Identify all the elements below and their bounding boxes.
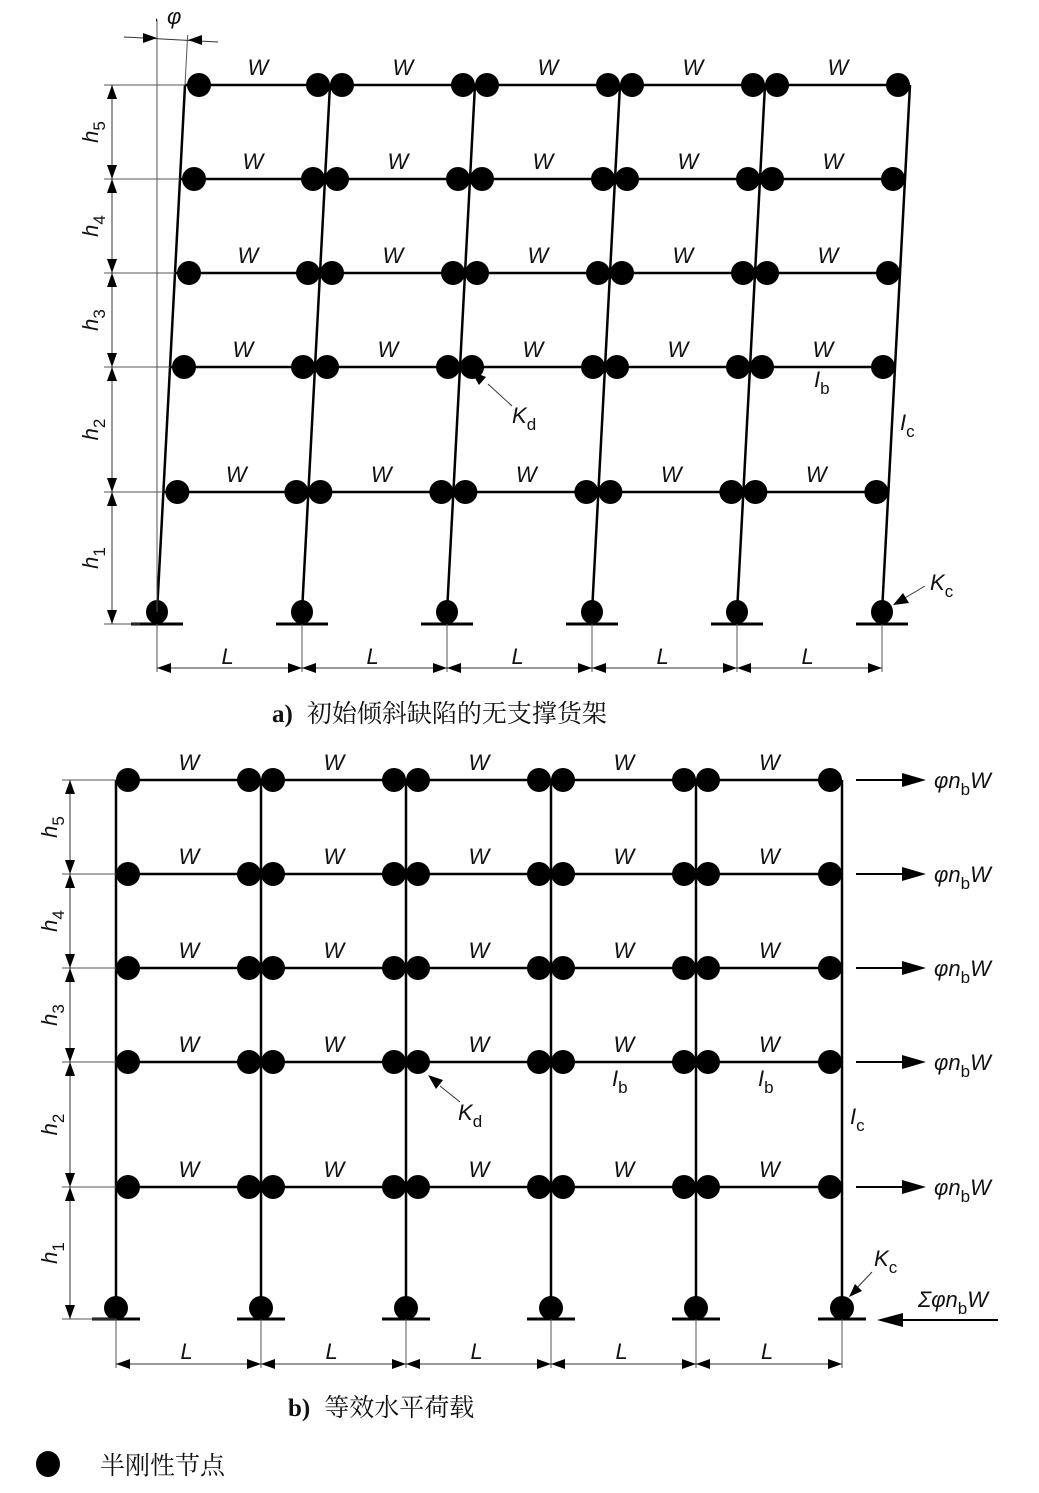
beam-load-label: W: [822, 149, 844, 174]
arrowhead: [188, 35, 202, 45]
arrowhead: [116, 1359, 130, 1369]
beam-load-label: W: [323, 750, 345, 775]
semi-rigid-joint: [261, 768, 285, 792]
base-joint: [830, 1296, 854, 1320]
beam-load-label: W: [323, 1032, 345, 1057]
arrowhead: [65, 1187, 75, 1201]
beam-load-label: W: [247, 55, 269, 80]
column: [882, 85, 910, 612]
span-label: L: [761, 1339, 774, 1364]
horizontal-force-label: $\varphi n_bW$: [934, 768, 991, 799]
kc-label: $K_c$: [930, 570, 954, 601]
semi-rigid-joint: [172, 355, 196, 379]
semi-rigid-joint: [731, 261, 755, 285]
horizontal-force-label: $\varphi n_bW$: [934, 1175, 991, 1206]
semi-rigid-joint: [406, 768, 430, 792]
semi-rigid-joint: [551, 862, 575, 886]
beam-load-label: W: [522, 337, 544, 362]
semi-rigid-joint: [672, 862, 696, 886]
semi-rigid-joint: [672, 1050, 696, 1074]
arrowhead: [592, 663, 606, 673]
semi-rigid-joint: [429, 480, 453, 504]
semi-rigid-joint: [818, 1175, 842, 1199]
base-reaction-arrowhead: [877, 1313, 903, 1327]
semi-rigid-joint: [116, 1050, 140, 1074]
svg-text:h3: $h_3$: [78, 309, 109, 331]
semi-rigid-joint: [605, 355, 629, 379]
beam-load-label: W: [672, 243, 694, 268]
arrowhead: [392, 1359, 406, 1369]
arrowhead: [737, 663, 751, 673]
semi-rigid-joint: [116, 956, 140, 980]
semi-rigid-joint: [864, 480, 888, 504]
legend: [36, 1446, 225, 1482]
semi-rigid-joint: [382, 1175, 406, 1199]
semi-rigid-joint: [574, 480, 598, 504]
arrowhead: [65, 1062, 75, 1076]
semi-rigid-joint: [237, 768, 261, 792]
span-label: L: [656, 644, 669, 669]
semi-rigid-joint: [886, 73, 910, 97]
beam-load-label: W: [178, 938, 200, 963]
semi-rigid-joint: [551, 768, 575, 792]
height-label: [78, 215, 109, 237]
arrowhead: [65, 874, 75, 888]
kc-arrowhead: [849, 1284, 862, 1297]
beam-load-label: W: [370, 462, 392, 487]
horizontal-force-arrowhead: [902, 867, 926, 881]
svg-text:h1: $h_1$: [78, 547, 109, 569]
arrowhead: [247, 1359, 261, 1369]
beam-load-label: W: [225, 462, 247, 487]
semi-rigid-joint: [116, 1175, 140, 1199]
beam-load-label: W: [387, 149, 409, 174]
semi-rigid-joint: [736, 167, 760, 191]
semi-rigid-joint: [672, 956, 696, 980]
semi-rigid-joint: [182, 167, 206, 191]
ib-label: $I_b$: [758, 1066, 774, 1097]
span-label: L: [615, 1339, 628, 1364]
beam-load-label: W: [323, 1157, 345, 1182]
height-label: [37, 910, 68, 932]
semi-rigid-joint: [610, 261, 634, 285]
kc-label: $K_c$: [874, 1246, 898, 1277]
span-label: L: [801, 644, 814, 669]
beam-load-label: W: [323, 938, 345, 963]
base-joint: [684, 1296, 708, 1320]
semi-rigid-joint: [551, 1175, 575, 1199]
semi-rigid-joint: [116, 768, 140, 792]
column: [302, 85, 330, 612]
semi-rigid-joint: [672, 768, 696, 792]
beam-load-label: W: [468, 844, 490, 869]
semi-rigid-joint: [237, 956, 261, 980]
arrowhead: [107, 492, 117, 506]
tilt-reference-line: [185, 35, 188, 85]
semi-rigid-joint: [284, 480, 308, 504]
arrowhead: [143, 33, 157, 43]
semi-rigid-joint: [615, 167, 639, 191]
semi-rigid-joint: [453, 480, 477, 504]
semi-rigid-joint: [818, 956, 842, 980]
semi-rigid-joint: [237, 1175, 261, 1199]
semi-rigid-joint: [881, 167, 905, 191]
beam-load-label: W: [805, 462, 827, 487]
semi-rigid-joint: [436, 355, 460, 379]
beam-load-label: W: [613, 938, 635, 963]
semi-rigid-joint: [406, 1175, 430, 1199]
semi-rigid-joint: [165, 480, 189, 504]
beam-load-label: W: [468, 938, 490, 963]
arrowhead: [65, 954, 75, 968]
kd-leader: [488, 384, 512, 406]
semi-rigid-joint: [871, 355, 895, 379]
semi-rigid-joint: [719, 480, 743, 504]
height-label: [78, 547, 109, 569]
ic-label: $I_c$: [850, 1104, 865, 1135]
semi-rigid-joint: [750, 355, 774, 379]
semi-rigid-joint-icon: [36, 1451, 60, 1477]
arrowhead: [107, 610, 117, 624]
semi-rigid-joint: [696, 956, 720, 980]
ib-label: $I_b$: [612, 1066, 628, 1097]
semi-rigid-joint: [586, 261, 610, 285]
semi-rigid-joint: [818, 1050, 842, 1074]
svg-text:h1: $h_1$: [37, 1242, 68, 1264]
beam-load-label: W: [613, 1032, 635, 1057]
arrowhead: [157, 663, 171, 673]
column: [157, 85, 185, 612]
span-label: L: [180, 1339, 193, 1364]
semi-rigid-joint: [551, 1050, 575, 1074]
semi-rigid-joint: [177, 261, 201, 285]
svg-text:h4: $h_4$: [37, 910, 68, 932]
beam-load-label: W: [178, 1032, 200, 1057]
beam-load-label: W: [515, 462, 537, 487]
span-label: L: [366, 644, 379, 669]
svg-text:h5: $h_5$: [78, 121, 109, 143]
semi-rigid-joint: [301, 167, 325, 191]
horizontal-force-label: $\varphi n_bW$: [934, 862, 991, 893]
semi-rigid-joint: [441, 261, 465, 285]
semi-rigid-joint: [765, 73, 789, 97]
arrowhead: [696, 1359, 710, 1369]
semi-rigid-joint: [696, 1175, 720, 1199]
svg-text:h3: $h_3$: [37, 1004, 68, 1026]
span-label: L: [470, 1339, 483, 1364]
beam-load-label: W: [323, 844, 345, 869]
beam-load-label: W: [178, 1157, 200, 1182]
horizontal-force-arrowhead: [902, 773, 926, 787]
arrowhead: [107, 85, 117, 99]
semi-rigid-joint: [755, 261, 779, 285]
semi-rigid-joint: [296, 261, 320, 285]
horizontal-force-arrowhead: [902, 961, 926, 975]
semi-rigid-joint: [741, 73, 765, 97]
semi-rigid-joint: [620, 73, 644, 97]
semi-rigid-joint: [551, 956, 575, 980]
arrowhead: [107, 259, 117, 273]
beam-load-label: W: [242, 149, 264, 174]
semi-rigid-joint: [876, 261, 900, 285]
height-label: [37, 816, 68, 838]
base-joint: [581, 600, 603, 624]
column: [447, 85, 475, 612]
semi-rigid-joint: [743, 480, 767, 504]
height-label: [78, 121, 109, 143]
beam-load-label: W: [527, 243, 549, 268]
semi-rigid-joint: [581, 355, 605, 379]
semi-rigid-joint: [696, 1050, 720, 1074]
arrowhead: [828, 1359, 842, 1369]
beam-load-label: W: [377, 337, 399, 362]
arrowhead: [107, 165, 117, 179]
semi-rigid-joint: [237, 862, 261, 886]
beam-load-label: W: [827, 55, 849, 80]
semi-rigid-joint: [527, 862, 551, 886]
horizontal-force-arrowhead: [902, 1055, 926, 1069]
beam-load-label: W: [677, 149, 699, 174]
semi-rigid-joint: [261, 1175, 285, 1199]
arrowhead: [65, 1048, 75, 1062]
arrowhead: [447, 663, 461, 673]
semi-rigid-joint: [527, 768, 551, 792]
semi-rigid-joint: [291, 355, 315, 379]
base-joint: [104, 1296, 128, 1320]
beam-load-label: W: [537, 55, 559, 80]
semi-rigid-joint: [382, 862, 406, 886]
base-joint: [291, 600, 313, 624]
semi-rigid-joint: [116, 862, 140, 886]
semi-rigid-joint: [382, 956, 406, 980]
beam-load-label: W: [759, 1032, 780, 1057]
beam-load-label: W: [232, 337, 254, 362]
base-joint: [394, 1296, 418, 1320]
semi-rigid-joint: [382, 1050, 406, 1074]
semi-rigid-joint: [598, 480, 622, 504]
kd-leader: [440, 1086, 460, 1102]
beam-load-label: W: [759, 938, 780, 963]
beam-load-label: W: [178, 844, 200, 869]
semi-rigid-joint: [451, 73, 475, 97]
arrowhead: [406, 1359, 420, 1369]
arrowhead: [65, 1305, 75, 1319]
semi-rigid-joint: [406, 956, 430, 980]
arrowhead: [537, 1359, 551, 1369]
semi-rigid-joint: [465, 261, 489, 285]
arrowhead: [65, 1173, 75, 1187]
svg-text:h4: $h_4$: [78, 215, 109, 237]
semi-rigid-joint: [330, 73, 354, 97]
arrowhead: [288, 663, 302, 673]
tilt-dimension: [124, 37, 218, 42]
horizontal-force-label: $\varphi n_bW$: [934, 956, 991, 987]
semi-rigid-joint: [470, 167, 494, 191]
semi-rigid-joint: [475, 73, 499, 97]
kd-label: $K_d$: [458, 1100, 483, 1131]
semi-rigid-joint: [325, 167, 349, 191]
tilt-angle-label: φ: [167, 4, 182, 29]
semi-rigid-joint: [187, 73, 211, 97]
arrowhead: [682, 1359, 696, 1369]
legend-label: 半刚性节点: [100, 1451, 226, 1480]
beam-load-label: W: [178, 750, 200, 775]
semi-rigid-joint: [672, 1175, 696, 1199]
base-joint: [871, 600, 893, 624]
beam-load-label: W: [468, 1032, 490, 1057]
semi-rigid-joint: [261, 1050, 285, 1074]
caption-a: a) 初始倾斜缺陷的无支撑货架: [272, 699, 607, 728]
ib-label: $I_b$: [814, 367, 830, 398]
arrowhead: [107, 273, 117, 287]
semi-rigid-joint: [406, 1050, 430, 1074]
arrowhead: [107, 478, 117, 492]
beam-load-label: W: [468, 1157, 490, 1182]
semi-rigid-joint: [527, 1175, 551, 1199]
kc-arrowhead: [893, 593, 909, 605]
beam-load-label: W: [667, 337, 689, 362]
arrowhead: [723, 663, 737, 673]
beam-load-label: W: [660, 462, 682, 487]
arrowhead: [578, 663, 592, 673]
semi-rigid-joint: [726, 355, 750, 379]
svg-text:h2: $h_2$: [78, 418, 109, 441]
semi-rigid-joint: [527, 956, 551, 980]
arrowhead: [65, 780, 75, 794]
beam-load-label: W: [812, 337, 834, 362]
ic-label: $I_c$: [900, 410, 915, 441]
semi-rigid-joint: [696, 862, 720, 886]
arrowhead: [107, 353, 117, 367]
beam-load-label: W: [682, 55, 704, 80]
span-label: L: [511, 644, 524, 669]
height-label: [37, 1004, 68, 1026]
caption-b: b) 等效水平荷载: [288, 1393, 475, 1422]
height-label: [37, 1114, 68, 1136]
semi-rigid-joint: [446, 167, 470, 191]
beam-load-label: W: [468, 750, 490, 775]
beam-load-label: W: [237, 243, 259, 268]
semi-rigid-joint: [261, 862, 285, 886]
semi-rigid-joint: [261, 956, 285, 980]
column: [592, 85, 620, 612]
base-joint: [726, 600, 748, 624]
arrowhead: [868, 663, 882, 673]
column: [737, 85, 765, 612]
semi-rigid-joint: [320, 261, 344, 285]
base-reaction-label: Σφn$_b$W: [918, 1287, 989, 1318]
arrowhead: [302, 663, 316, 673]
base-joint: [436, 600, 458, 624]
svg-text:h2: $h_2$: [37, 1113, 68, 1136]
beam-load-label: W: [759, 750, 780, 775]
beam-load-label: W: [613, 750, 635, 775]
horizontal-force-label: $\varphi n_bW$: [934, 1050, 991, 1081]
height-label: [37, 1242, 68, 1264]
semi-rigid-joint: [306, 73, 330, 97]
beam-load-label: W: [817, 243, 839, 268]
arrowhead: [261, 1359, 275, 1369]
base-joint: [249, 1296, 273, 1320]
semi-rigid-joint: [818, 862, 842, 886]
semi-rigid-joint: [527, 1050, 551, 1074]
span-label: L: [221, 644, 234, 669]
span-label: L: [325, 1339, 338, 1364]
beam-load-label: W: [532, 149, 554, 174]
height-label: [78, 419, 109, 441]
height-label: [78, 309, 109, 331]
semi-rigid-joint: [382, 768, 406, 792]
kd-label: $K_d$: [512, 403, 537, 434]
arrowhead: [65, 968, 75, 982]
semi-rigid-joint: [308, 480, 332, 504]
semi-rigid-joint: [406, 862, 430, 886]
arrowhead: [107, 179, 117, 193]
semi-rigid-joint: [237, 1050, 261, 1074]
arrowhead: [433, 663, 447, 673]
beam-load-label: W: [613, 844, 635, 869]
horizontal-force-arrowhead: [902, 1180, 926, 1194]
arrowhead: [65, 860, 75, 874]
semi-rigid-joint: [696, 768, 720, 792]
semi-rigid-joint: [760, 167, 784, 191]
semi-rigid-joint: [315, 355, 339, 379]
beam-load-label: W: [759, 1157, 780, 1182]
beam-load-label: W: [382, 243, 404, 268]
svg-text:h5: $h_5$: [37, 816, 68, 838]
beam-load-label: W: [759, 844, 780, 869]
arrowhead: [551, 1359, 565, 1369]
arrowhead: [107, 367, 117, 381]
semi-rigid-joint: [596, 73, 620, 97]
beam-load-label: W: [613, 1157, 635, 1182]
semi-rigid-joint: [818, 768, 842, 792]
beam-load-label: W: [392, 55, 414, 80]
base-joint: [539, 1296, 563, 1320]
semi-rigid-joint: [591, 167, 615, 191]
